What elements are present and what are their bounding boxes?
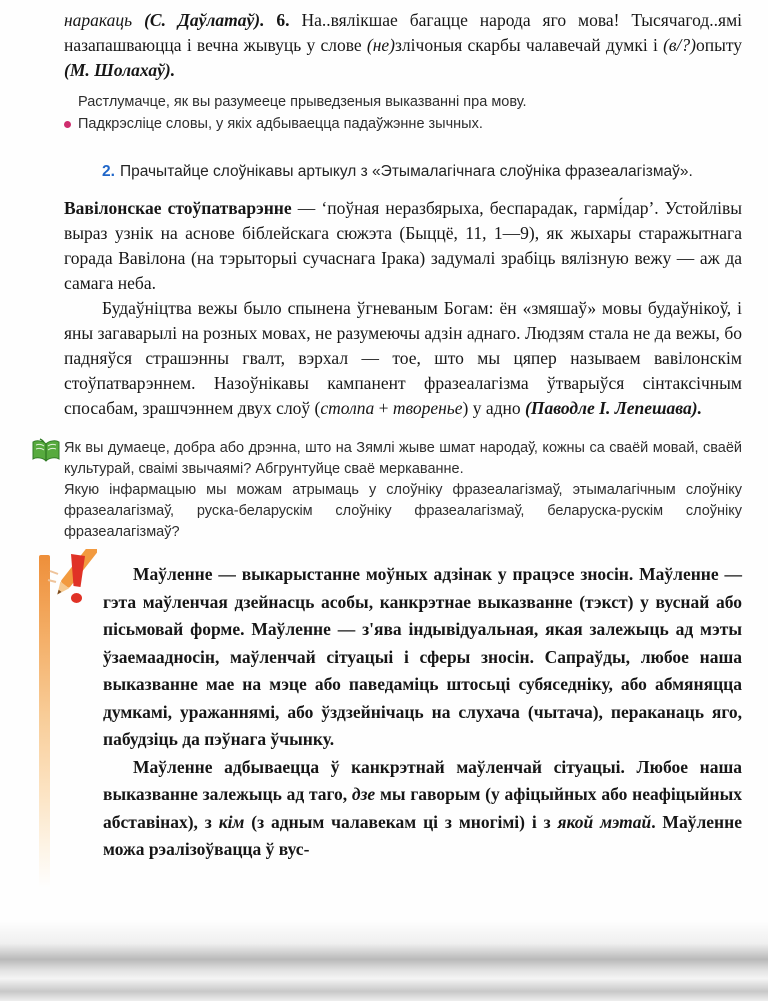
exercise-instruction: Прачытайце слоўнікавы артыкул з «Этымалагічнага слоўніка фразеалагізмаў». — [119, 163, 693, 180]
page-bottom-edge — [0, 921, 768, 1001]
exercise2-heading — [64, 160, 742, 183]
article-paragraph-1: Вавілонскае стоўпатварэнне — ‘поўная неразбярыха, беспарадак, гармі́дар’. Устойлівы выраз узнік на аснове біблейскага сюжэта (Быццё, 11, 1—9), як жыхары старажытнага горада Вавілона (на тэрыторыі сучаснага Ірака) задумалі зрабіць вялізную вежу — аж да самага неба. — [64, 198, 742, 293]
question-paragraph-1: Як вы думаеце, добра або дрэнна, што на Зямлі жыве шмат народаў, кожны са сваёй мовай, сваёй культурай, сваімі звычаямі? Абгрунтуйце сваё меркаванне. — [64, 440, 742, 477]
exercise-number: 2. — [102, 163, 115, 180]
open-book-icon — [30, 438, 62, 471]
discussion-questions — [64, 438, 742, 543]
task-text: Падкрэсліце словы, у якіх адбываецца падаўжэнне зычных. — [78, 115, 483, 132]
rule-paragraph-1: Маўленне — выкарыстанне моўных адзінак у працэсе зносін. Маўленне — гэта маўленчая дзейнасць асобы, канкрэтнае выказванне (тэкст) у вуснай або пісьмовай форме. Маўленне — з'ява індывідуальная, якая залежыць ад мэты ўзаемаадносін, маўленчай сітуацыі і сферы зносін. Сапраўды, любое наша выказванне мае на мэце або паведаміць штосьці субяседніку, або абмяняцца думкамі, уражаннямі, або ўздзейнічаць на слухача (чытача), пераканаць яго, пабудзіць да пэўнага ўчынку. — [103, 564, 742, 749]
task-item — [78, 114, 742, 136]
rule-block — [103, 561, 742, 864]
task-item — [78, 92, 742, 114]
exercise6-continuation-paragraph: наракаць (С. Даўлатаў). 6. На..вялікшае багацце народа яго мова! Тысячагод..ямі назапашваюцца і вечна жывуць у слове (не)злічоныя скарбы чалавечай думкі і (в/?)опыту (М. Шолахаў). — [64, 10, 743, 80]
article-paragraph-2: Будаўніцтва вежы было спынена ўгневаным Богам: ён «змяшаў» мовы будаўнікоў, і яны загаварылі на розных мовах, не разумеючы адзін аднаго. Людзям стала не да вежы, бо падняўся страшэнны гвалт, вэрхал — тое, што мы цяпер называем вавілонскім стоўпатварэннем. Назоўнікавы кампанент фразеалагізма ўтварыўся сінтаксічным спосабам, зрашчэннем двух слоў (столпа + творенье) у адно (Паводле І. Лепешава). — [64, 298, 742, 418]
task-list — [78, 92, 742, 135]
exclamation-icon — [45, 549, 97, 622]
task-text: Растлумачце, як вы разумееце прыведзеныя выказванні пра мову. — [78, 94, 527, 110]
bullet-icon — [64, 121, 71, 128]
question-paragraph-2: Якую інфармацыю мы можам атрымаць у слоўніку фразеалагізмаў, этымалагічным слоўніку фразеалагізмаў, руска-беларускім слоўніку фразеалагізмаў, беларуска-рускім слоўніку фразеалагізмаў? — [64, 482, 742, 540]
page-content — [64, 8, 742, 864]
dictionary-article — [64, 196, 742, 421]
rule-paragraph-2: Маўленне адбываецца ў канкрэтнай маўленчай сітуацыі. Любое наша выказванне залежыць ад таго, дзе мы гаворым (у афіцыйных або неафіцыйных абставінах), з кім (з адным чалавекам ці з многімі) і з якой мэтай. Маўленне можа рэалізоўвацца ў вус- — [103, 756, 743, 859]
